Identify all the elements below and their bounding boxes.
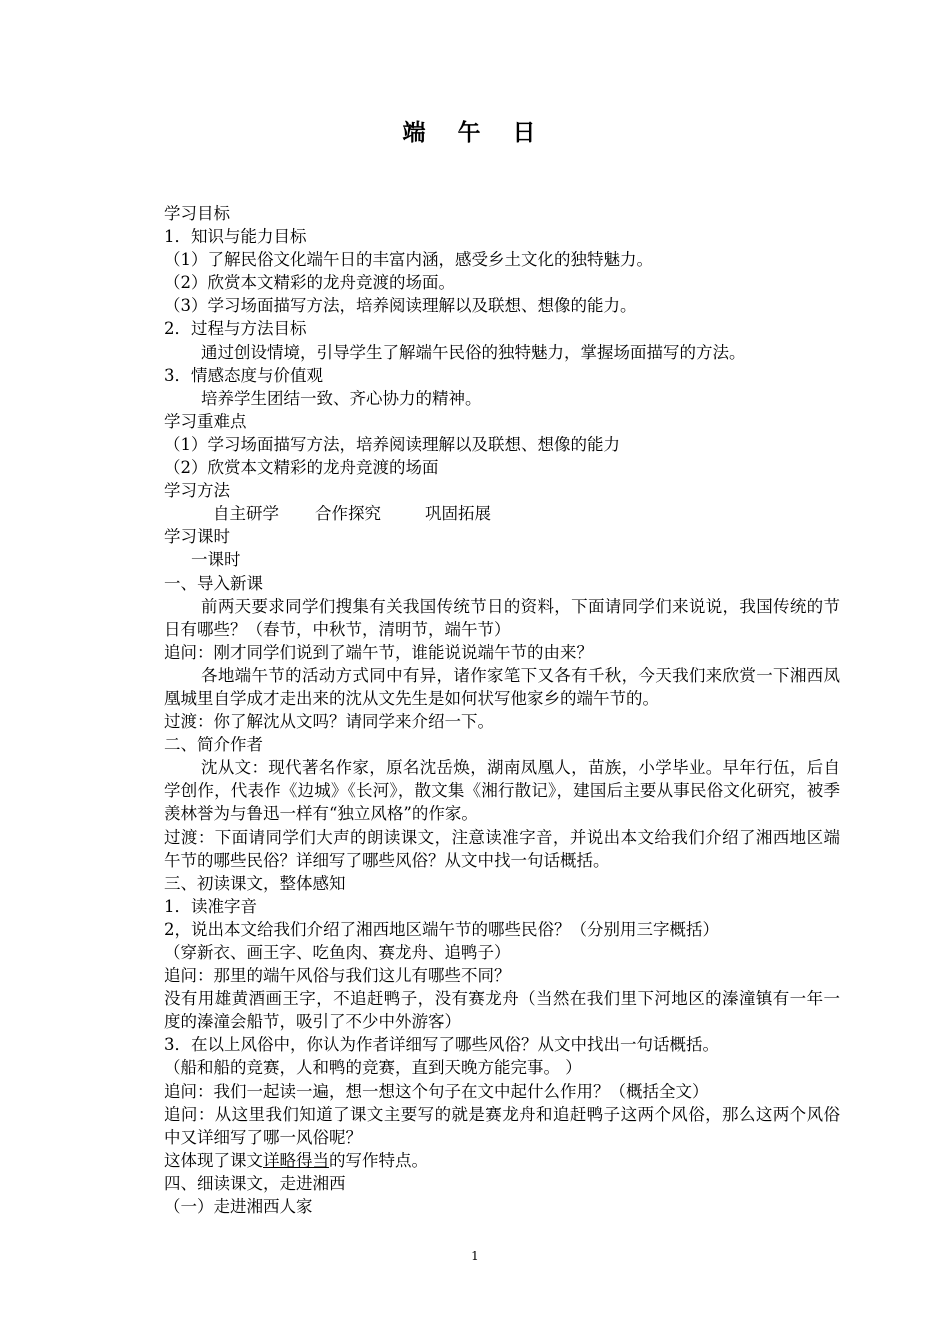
list-item: （1）学习场面描写方法，培养阅读理解以及联想、想像的能力 <box>164 434 620 454</box>
section-heading: 学习方法 <box>164 481 230 501</box>
subheading: 2．过程与方法目标 <box>164 319 307 339</box>
section-heading: 学习重难点 <box>164 411 247 431</box>
list-item: （2）欣赏本文精彩的龙舟竞渡的场面 <box>164 458 439 478</box>
section-heading: 四、细读课文，走进湘西 <box>164 1173 346 1193</box>
paragraph <box>164 1149 840 1172</box>
paragraph: 沈从文：现代著名作家，原名沈岳焕，湖南凤凰人，苗族，小学毕业。早年行伍，后自学创作，代表作《边城》《长河》，散文集《湘行散记》，建国后主要从事民俗文化研究，被季羡林誉为与鲁迅一样有“独立风格”的作家。 <box>164 758 840 824</box>
list-item: （2）欣赏本文精彩的龙舟竞渡的场面。 <box>164 273 455 293</box>
paragraph: 过渡：你了解沈从文吗？请同学来介绍一下。 <box>164 712 494 732</box>
section-heading: 学习目标 <box>164 204 230 223</box>
paragraph: 没有用雄黄酒画王字，不追赶鸭子，没有赛龙舟（当然在我们里下河地区的溱潼镇有一年一度的溱潼会船节，吸引了不少中外游客） <box>164 989 840 1032</box>
subheading: 1．知识与能力目标 <box>164 227 307 247</box>
subheading: 3．情感态度与价值观 <box>164 365 323 385</box>
method-item: 合作探究 <box>315 504 381 524</box>
paragraph: 培养学生团结一致、齐心协力的精神。 <box>201 388 482 408</box>
text-run: 的写作特点。 <box>329 1150 428 1170</box>
document-body <box>164 202 840 1218</box>
paragraph: 追问：那里的端午风俗与我们这儿有哪些不同？ <box>164 966 511 986</box>
page-number: 1 <box>471 1249 479 1263</box>
paragraph: 一课时 <box>191 550 241 570</box>
paragraph: （穿新衣、画王字、吃鱼肉、赛龙舟、追鸭子） <box>164 943 511 962</box>
paragraph: （船和船的竞赛，人和鸭的竞赛，直到天晚方能完事。 ） <box>164 1058 582 1078</box>
paragraph: 前两天要求同学们搜集有关我国传统节日的资料，下面请同学们来说说，我国传统的节日有哪些？（春节，中秋节，清明节，端午节） <box>164 596 840 639</box>
underlined-phrase: 详略得当 <box>263 1150 329 1170</box>
section-heading: 二、简介作者 <box>164 735 263 755</box>
paragraph: 追问：我们一起读一遍，想一想这个句子在文中起什么作用？（概括全文） <box>164 1081 709 1101</box>
subheading: 1．读准字音 <box>164 896 257 916</box>
paragraph: 通过创设情境，引导学生了解端午民俗的独特魅力，掌握场面描写的方法。 <box>201 342 746 362</box>
section-heading: 一、导入新课 <box>164 573 263 593</box>
list-item: （1）了解民俗文化端午日的丰富内涵，感受乡土文化的独特魅力。 <box>164 250 653 270</box>
section-heading: 学习课时 <box>164 527 230 547</box>
method-list <box>164 502 840 525</box>
paragraph: 2，说出本文给我们介绍了湘西地区端午节的哪些民俗？（分别用三字概括） <box>164 919 719 939</box>
subheading: （一）走进湘西人家 <box>164 1197 313 1217</box>
paragraph: 过渡：下面请同学们大声的朗读课文，注意读准字音，并说出本文给我们介绍了湘西地区端午节的哪些民俗？详细写了哪些风俗？从文中找一句话概括。 <box>164 827 840 870</box>
paragraph: 3．在以上风俗中，你认为作者详细写了哪些风俗？从文中找出一句话概括。 <box>164 1035 719 1055</box>
list-item: （3）学习场面描写方法，培养阅读理解以及联想、想像的能力。 <box>164 296 637 316</box>
paragraph: 各地端午节的活动方式同中有异，诸作家笔下又各有千秋，今天我们来欣赏一下湘西凤凰城里自学成才走出来的沈从文先生是如何状写他家乡的端午节的。 <box>164 665 840 708</box>
method-item: 巩固拓展 <box>425 504 491 524</box>
text-run: 这体现了课文 <box>164 1150 263 1170</box>
paragraph: 追问：从这里我们知道了课文主要写的就是赛龙舟和追赶鸭子这两个风俗，那么这两个风俗中又详细写了哪一风俗呢？ <box>164 1104 840 1147</box>
page-title: 端 午 日 <box>402 120 548 146</box>
section-heading: 三、初读课文，整体感知 <box>164 873 346 893</box>
method-item: 自主研学 <box>213 504 279 524</box>
paragraph: 追问：刚才同学们说到了端午节，谁能说说端午节的由来？ <box>164 642 593 662</box>
